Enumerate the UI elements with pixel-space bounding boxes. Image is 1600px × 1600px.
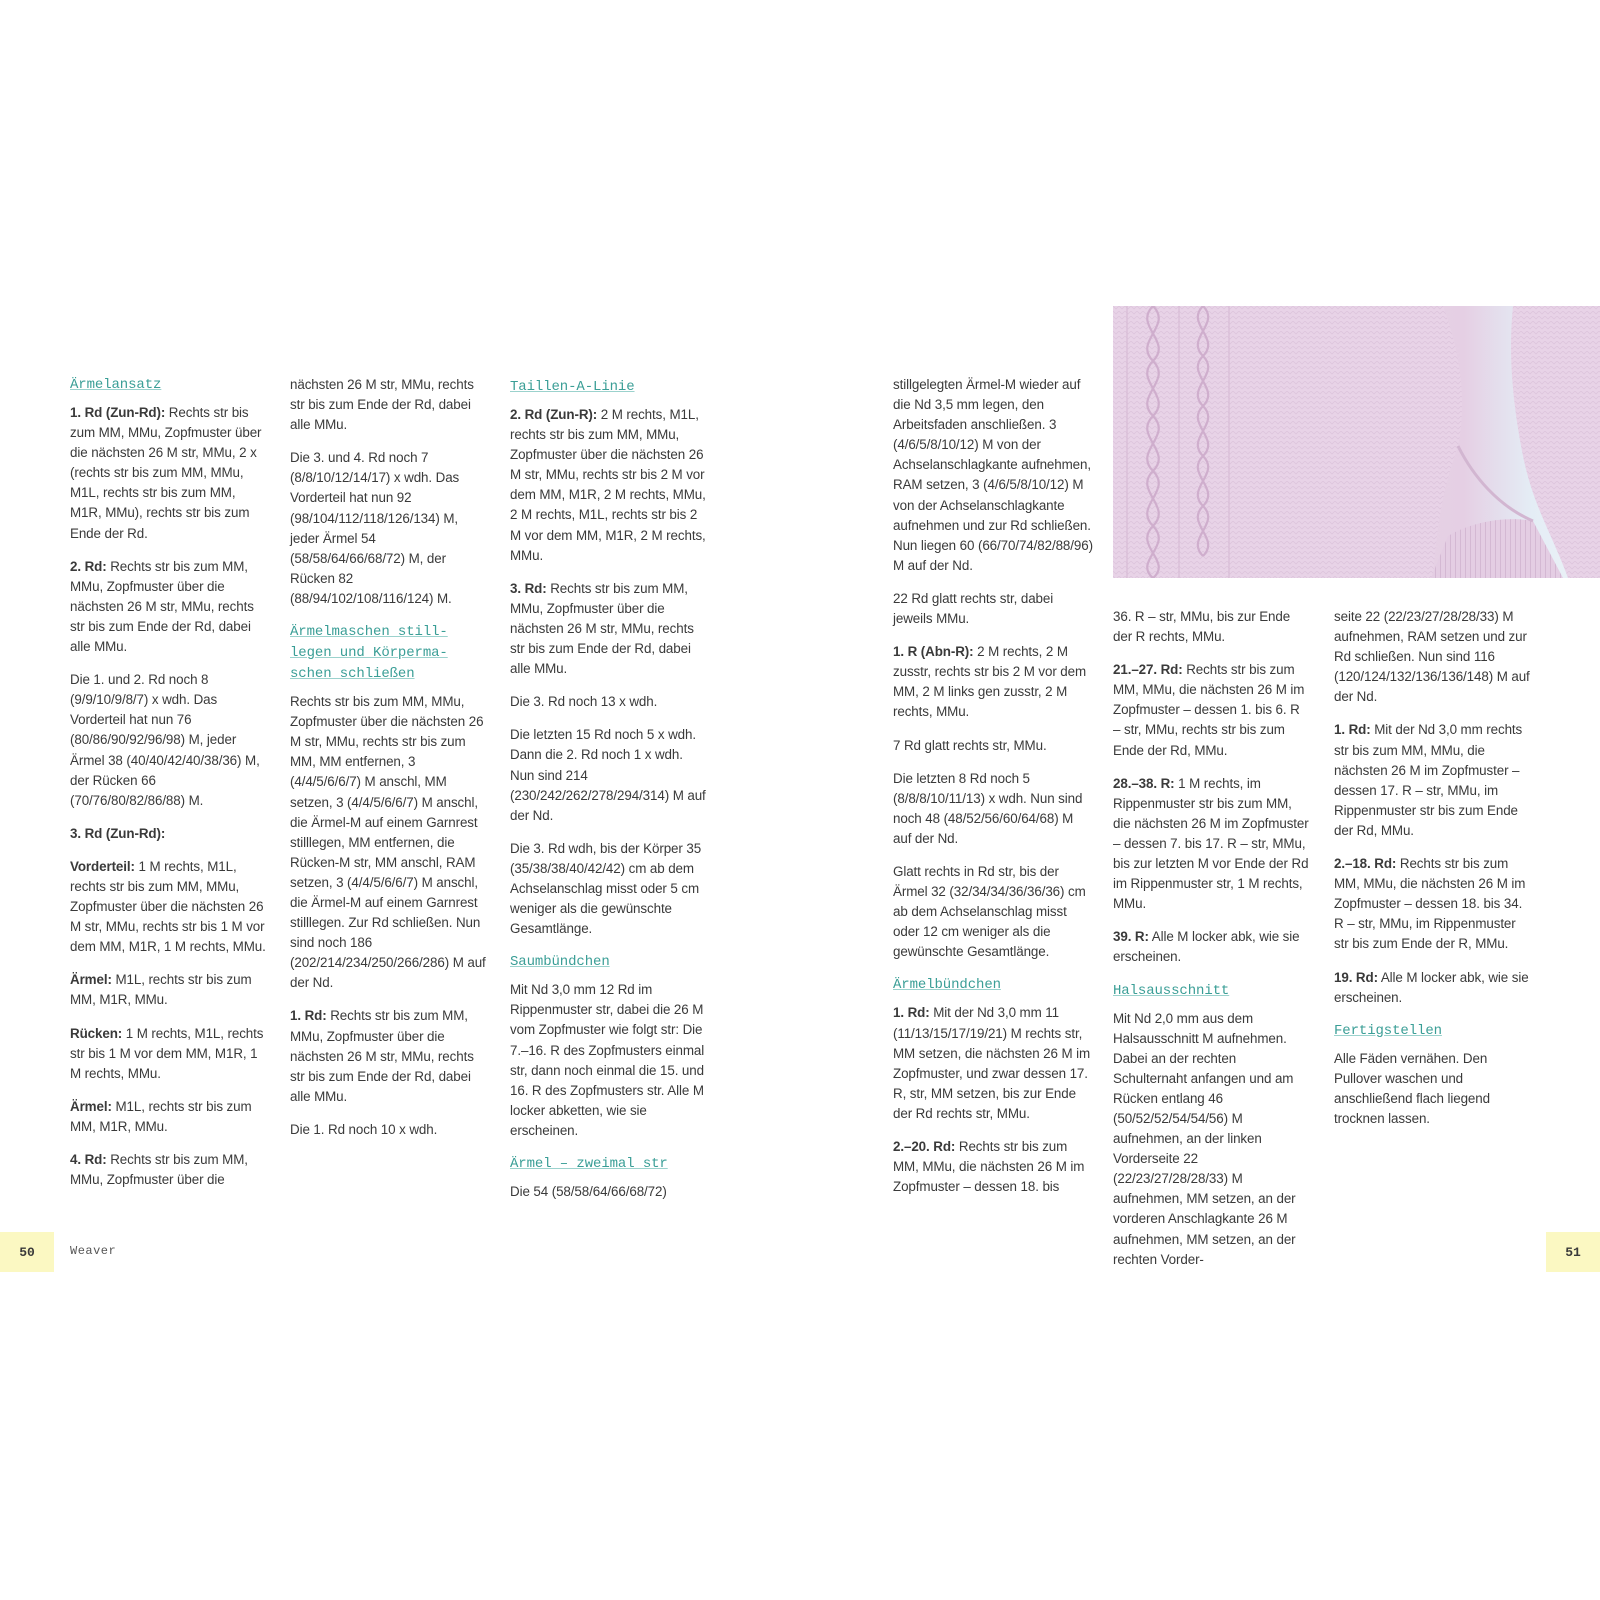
instruction-paragraph <box>893 1137 1093 1197</box>
instruction-text: Die 3. und 4. Rd noch 7 (8/8/10/12/14/17) x wdh. Das Vorderteil hat nun 92 (98/104/112/118/126/134) M, jeder Ärmel 54 (58/58/64/66/68/72) M, der Rücken 82 (88/94/102/108/116/124) M. <box>290 450 460 606</box>
instruction-text: Rechts str bis zum MM, MMu, Zopfmuster über die nächsten 26 M str, MMu, 2 x (rechts str bis zum MM, MMu, M1L, rechts str bis zum MM, M1R, MMu), rechts str bis zum Ende der Rd. <box>70 405 262 541</box>
instruction-text: Mit der Nd 3,0 mm 11 (11/13/15/17/19/21) M rechts str, MM setzen, die nächsten 26 M im Zopfmuster, und zwar dessen 17. R, str, MM setzen, bis zur Ende der Rd rechts str, MMu. <box>893 1005 1091 1121</box>
instruction-paragraph <box>1334 607 1530 707</box>
instruction-text: Die letzten 8 Rd noch 5 (8/8/8/10/11/13) x wdh. Nun sind noch 48 (48/52/56/60/64/68) M auf der Nd. <box>893 770 1083 846</box>
instruction-text: Alle M locker abk, wie sie erscheinen. <box>1113 929 1300 965</box>
instruction-text: Mit Nd 3,0 mm 12 Rd im Rippenmuster str, dabei die 26 M vom Zopfmuster wie folgt str: Die 7.–16. R des Zopfmusters einmal str, dann noch einmal die 15. und 16. R des Zopfmusters str. Alle M locker abketten, wie sie erscheinen. <box>510 982 705 1138</box>
instruction-text: Mit der Nd 3,0 mm rechts str bis zum MM, MMu, die nächsten 26 M im Zopfmuster – dessen 17. R – str, MMu, im Rippenmuster str bis zum Ende der Rd, MMu. <box>1334 722 1523 838</box>
instruction-paragraph <box>893 1003 1093 1124</box>
instruction-lead: 39. R: <box>1113 929 1149 945</box>
instruction-text: M1L, rechts str bis zum MM, M1R, MMu. <box>70 972 252 1008</box>
instruction-text: Die 3. Rd wdh, bis der Körper 35 (35/38/38/40/42/42) cm ab dem Achselanschlag misst oder 5 cm weniger als die gewünschte Gesamtlänge. <box>510 840 702 937</box>
instruction-text: Glatt rechts in Rd str, bis der Ärmel 32 (32/34/34/36/36/36) cm ab dem Achselanschlag misst oder 12 cm weniger als die gewünschte Gesamtlänge. <box>893 863 1086 960</box>
instruction-lead: 1. R (Abn-R): <box>893 644 974 660</box>
section-heading-armelbundchen: Ärmelbündchen <box>893 977 1001 994</box>
instruction-paragraph <box>893 769 1093 849</box>
instruction-lead: Ärmel: <box>70 972 112 988</box>
section-heading-halsausschnitt: Halsausschnitt <box>1113 982 1230 999</box>
instruction-paragraph <box>1113 927 1309 967</box>
instruction-paragraph <box>1113 1009 1309 1270</box>
col4-blocks <box>893 1003 1093 1197</box>
instruction-text: Die 54 (58/58/64/66/68/72) <box>510 1184 667 1199</box>
instruction-text: Rechts str bis zum MM, MMu, Zopfmuster über die nächsten 26 M str, MMu, rechts str bis zum Ende der Rd, dabei alle MMu. <box>510 580 694 677</box>
sweater-illustration <box>1113 306 1600 578</box>
instruction-text: Rechts str bis zum MM, MMu, Zopfmuster über die <box>70 1152 248 1188</box>
instruction-paragraph <box>510 980 708 1141</box>
col4-top-blocks <box>893 375 1093 962</box>
section-heading-armelmaschen: Ärmelmaschen still- legen und Körperma- schen schließen <box>290 624 448 683</box>
instruction-paragraph <box>70 1024 270 1084</box>
instruction-paragraph <box>290 375 486 435</box>
instruction-lead: 2. Rd: <box>70 558 107 574</box>
instruction-paragraph <box>510 725 708 825</box>
instruction-text: Rechts str bis zum MM, MMu, Zopfmuster über die nächsten 26 M str, MMu, rechts str bis zum Ende der Rd, dabei alle MMu. <box>70 558 254 655</box>
section-heading-taillen: Taillen-A-Linie <box>510 379 635 395</box>
section-heading-armelansatz: Ärmelansatz <box>70 377 162 393</box>
instruction-paragraph <box>1334 1049 1530 1129</box>
instruction-lead: 1. Rd (Zun-Rd): <box>70 405 166 420</box>
instruction-paragraph <box>290 692 486 993</box>
col3-blocks-2 <box>510 980 708 1141</box>
col3-blocks <box>510 405 708 939</box>
instruction-text: Rechts str bis zum MM, MMu, die nächsten 26 M im Zopfmuster – dessen 18. bis 34. R – str, MMu, im Rippenmuster str bis zum Ende der R, MMu. <box>1334 856 1526 952</box>
instruction-text: 1 M rechts, im Rippenmuster str bis zum MM, die nächsten 26 M im Zopfmuster – dessen 7. bis 17. R – str, MMu, bis zur letzten M vor Ende der Rd im Rippenmuster str, 1 M rechts, MMu. <box>1113 775 1309 912</box>
col5-top-blocks <box>1113 607 1309 968</box>
instruction-paragraph <box>893 375 1093 576</box>
instruction-text: 2 M rechts, M1L, rechts str bis zum MM, MMu, Zopfmuster über die nächsten 26 M str, MMu, rechts str bis 2 M vor dem MM, M1R, 2 M rechts, MMu, 2 M rechts, M1L, rechts str bis 2 M vor dem MM, M1R, 2 M rechts, MMu. <box>510 407 706 563</box>
instruction-lead: 19. Rd: <box>1334 969 1378 985</box>
instruction-paragraph <box>70 557 270 657</box>
instruction-paragraph <box>1334 968 1530 1008</box>
instruction-paragraph <box>1113 774 1309 915</box>
column-2 <box>290 375 486 1153</box>
instruction-paragraph <box>510 839 708 939</box>
instruction-lead: 1. Rd: <box>1334 722 1371 738</box>
instruction-paragraph <box>70 1097 270 1137</box>
instruction-text: Rechts str bis zum MM, MMu, die nächsten 26 M im Zopfmuster – dessen 1. bis 6. R – str, MMu, rechts str bis zum Ende der Rd, MMu. <box>1113 662 1305 758</box>
col2-top-blocks <box>290 375 486 609</box>
instruction-lead: 3. Rd (Zun-Rd): <box>70 825 166 841</box>
instruction-paragraph <box>893 736 1093 756</box>
column-1 <box>70 375 270 1203</box>
instruction-paragraph <box>1113 607 1309 647</box>
column-6 <box>1334 607 1530 1142</box>
instruction-text: Rechts str bis zum MM, MMu, Zopfmuster über die nächsten 26 M str, MMu, rechts str bis zum Ende der Rd, dabei alle MMu. <box>290 1008 474 1104</box>
instruction-lead: 1. Rd: <box>290 1008 327 1024</box>
instruction-text: Die 1. und 2. Rd noch 8 (9/9/10/9/8/7) x wdh. Das Vorderteil hat nun 76 (80/86/90/92/96/98) M, jeder Ärmel 38 (40/40/42/40/38/36) M, der Rücken 66 (70/76/80/82/86/88) M. <box>70 672 260 808</box>
column-5 <box>1113 607 1309 1283</box>
instruction-text: Die letzten 15 Rd noch 5 x wdh. Dann die 2. Rd noch 1 x wdh. Nun sind 214 (230/242/262/278/294/314) M auf der Nd. <box>510 727 706 823</box>
instruction-text: 7 Rd glatt rechts str, MMu. <box>893 737 1047 753</box>
instruction-paragraph <box>893 589 1093 629</box>
instruction-text: Alle Fäden vernähen. Den Pullover waschen und anschließend flach liegend trocknen lassen. <box>1334 1050 1490 1126</box>
instruction-text: Die 3. Rd noch 13 x wdh. <box>510 694 658 710</box>
instruction-text: nächsten 26 M str, MMu, rechts str bis zum Ende der Rd, dabei alle MMu. <box>290 377 474 433</box>
instruction-paragraph <box>70 857 270 957</box>
instruction-text: Rechts str bis zum MM, MMu, Zopfmuster über die nächsten 26 M str, MMu, rechts str bis zum MM, MM entfernen, 3 (4/4/5/6/6/7) M anschl, MM setzen, 3 (4/4/5/6/6/7) M anschl, die Ärmel-M auf einem Garnrest stilllegen, MM entfernen, die Rücken-M str, MM anschl, RAM setzen, 3 (4/4/5/6/6/7) M anschl, die Ärmel-M auf einem Garnrest stilllegen. Zur Rd schließen. Nun sind noch 186 (202/214/234/250/266/286) M auf der Nd. <box>290 694 486 991</box>
instruction-paragraph <box>70 970 270 1010</box>
col6-top-blocks <box>1334 607 1530 1008</box>
instruction-lead: Ärmel: <box>70 1098 112 1114</box>
instruction-lead: Vorderteil: <box>70 858 135 874</box>
instruction-paragraph <box>1334 720 1530 841</box>
instruction-text: 22 Rd glatt rechts str, dabei jeweils MMu. <box>893 590 1054 627</box>
instruction-paragraph <box>70 1150 270 1190</box>
instruction-paragraph <box>510 405 708 566</box>
page-number-left: 50 <box>0 1232 54 1272</box>
instruction-paragraph <box>1113 660 1309 760</box>
instruction-lead: 2.–18. Rd: <box>1334 856 1397 872</box>
instruction-text: Rechts str bis zum MM, MMu, die nächsten 26 M im Zopfmuster – dessen 18. bis <box>893 1139 1085 1195</box>
footer-title: Weaver <box>70 1244 117 1258</box>
instruction-paragraph <box>510 1182 708 1202</box>
col5-blocks <box>1113 1009 1309 1270</box>
instruction-lead: 3. Rd: <box>510 580 547 596</box>
col1-blocks <box>70 403 270 1190</box>
instruction-paragraph <box>70 824 270 844</box>
col6-blocks <box>1334 1049 1530 1129</box>
instruction-text: 36. R – str, MMu, bis zur Ende der R rechts, MMu. <box>1113 609 1291 645</box>
instruction-paragraph <box>290 1120 486 1140</box>
instruction-text: 1 M rechts, M1L, rechts str bis 1 M vor dem MM, M1R, 1 M rechts, MMu. <box>70 1025 264 1081</box>
instruction-paragraph <box>893 862 1093 962</box>
instruction-paragraph <box>70 670 270 811</box>
instruction-text: 1 M rechts, M1L, rechts str bis zum MM, MMu, Zopfmuster über die nächsten 26 M str, MMu, rechts str bis 1 M vor dem MM, M1R, 1 M rechts, MMu. <box>70 858 266 955</box>
instruction-lead: 2.–20. Rd: <box>893 1139 956 1154</box>
instruction-lead: 4. Rd: <box>70 1152 107 1167</box>
section-heading-saumbundchen: Saumbündchen <box>510 954 610 971</box>
instruction-text: Alle M locker abk, wie sie erscheinen. <box>1334 969 1529 1005</box>
instruction-paragraph <box>70 403 270 544</box>
instruction-paragraph <box>290 1006 486 1106</box>
instruction-lead: 28.–38. R: <box>1113 775 1175 791</box>
instruction-text: seite 22 (22/23/27/28/28/33) M aufnehmen, RAM setzen und zur Rd schließen. Nun sind 116 (120/124/132/136/136/148) M auf der Nd. <box>1334 609 1530 705</box>
instruction-lead: Rücken: <box>70 1025 123 1041</box>
instruction-text: M1L, rechts str bis zum MM, M1R, MMu. <box>70 1098 252 1134</box>
instruction-text: 2 M rechts, 2 M zusstr, rechts str bis 2 M vor dem MM, 2 M links gen zusstr, 2 M rechts, MMu. <box>893 644 1087 720</box>
section-heading-fertigstellen: Fertigstellen <box>1334 1022 1442 1039</box>
section-heading-armel: Ärmel – zweimal str <box>510 1156 668 1172</box>
col2-blocks <box>290 692 486 1140</box>
instruction-text: stillgelegten Ärmel-M wieder auf die Nd 3,5 mm legen, den Arbeitsfaden anschließen. 3 (4/6/5/8/10/12) M von der Achselanschlagkante aufnehmen, RAM setzen, 3 (4/6/5/8/10/12) M von der Achselanschlagkante aufnehmen und zur Rd schließen. Nun liegen 60 (66/70/74/82/88/96) M auf der Nd. <box>893 377 1093 573</box>
instruction-lead: 21.–27. Rd: <box>1113 662 1183 678</box>
instruction-paragraph <box>510 692 708 712</box>
instruction-lead: 1. Rd: <box>893 1005 930 1021</box>
col3-blocks-3 <box>510 1182 708 1202</box>
instruction-paragraph <box>290 448 486 609</box>
instruction-paragraph <box>510 579 708 679</box>
instruction-lead: 2. Rd (Zun-R): <box>510 407 598 422</box>
instruction-paragraph <box>893 642 1093 722</box>
instruction-text: Mit Nd 2,0 mm aus dem Halsausschnitt M aufnehmen. Dabei an der rechten Schulternaht anfangen und am Rücken entlang 46 (50/52/52/54/54/56) M aufnehmen, an der linken Vorderseite 22 (22/23/27/28/28/33) M aufnehmen, MM setzen, an der vorderen Anschlagkante 26 M aufnehmen, MM setzen, an der rechten Vorder- <box>1113 1010 1296 1267</box>
sweater-photo <box>1113 306 1600 578</box>
column-4 <box>893 375 1093 1210</box>
instruction-text: Die 1. Rd noch 10 x wdh. <box>290 1121 438 1137</box>
column-3 <box>510 377 708 1215</box>
page-number-right: 51 <box>1546 1232 1600 1272</box>
instruction-paragraph <box>1334 854 1530 954</box>
